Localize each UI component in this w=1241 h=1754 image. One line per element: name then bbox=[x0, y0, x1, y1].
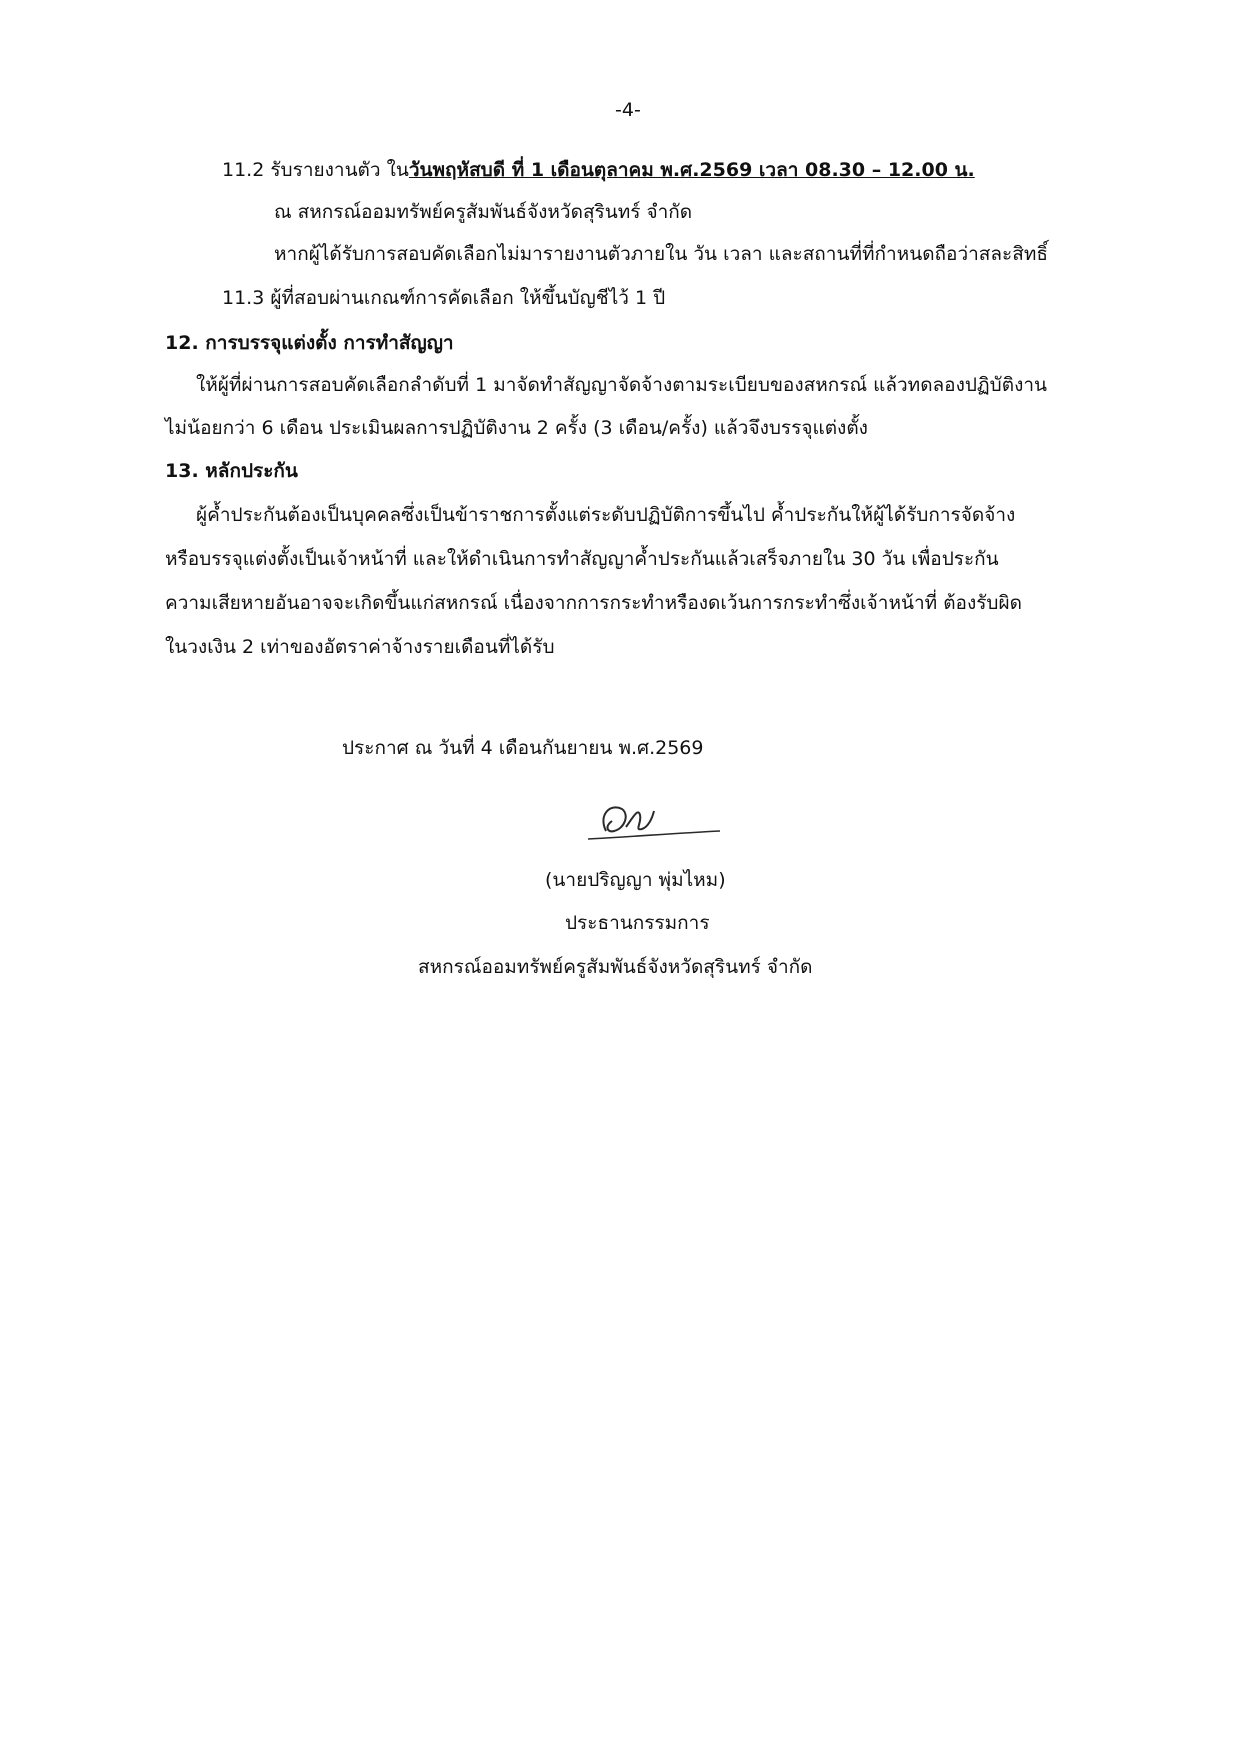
signatory-position: ประธานกรรมการ bbox=[565, 912, 710, 934]
item-11-2-line-1 bbox=[222, 158, 975, 183]
page-number: -4- bbox=[615, 99, 641, 121]
signature-image bbox=[568, 793, 728, 853]
item-11-2-prefix: 11.2 รับรายงานตัว ใน bbox=[222, 159, 409, 181]
section-12-line-2: ไม่น้อยกว่า 6 เดือน ประเมินผลการปฏิบัติงาน 2 ครั้ง (3 เดือน/ครั้ง) แล้วจึงบรรจุแต่งตั้ง bbox=[165, 417, 868, 439]
section-12-line-1: ให้ผู้ที่ผ่านการสอบคัดเลือกลำดับที่ 1 มาจัดทำสัญญาจัดจ้างตามระเบียบของสหกรณ์ แล้วทดลองปฏิบัติงาน bbox=[196, 374, 1048, 396]
signatory-name: (นายปริญญา พุ่มไหม) bbox=[545, 869, 726, 891]
section-13-heading: 13. หลักประกัน bbox=[165, 460, 298, 482]
item-11-2-line-2: ณ สหกรณ์ออมทรัพย์ครูสัมพันธ์จังหวัดสุรินทร์ จำกัด bbox=[274, 201, 693, 223]
announcement-date: ประกาศ ณ วันที่ 4 เดือนกันยายน พ.ศ.2569 bbox=[342, 737, 704, 759]
section-13-line-4: ในวงเงิน 2 เท่าของอัตราค่าจ้างรายเดือนที่ได้รับ bbox=[165, 636, 555, 658]
item-11-3: 11.3 ผู้ที่สอบผ่านเกณฑ์การคัดเลือก ให้ขึ้นบัญชีไว้ 1 ปี bbox=[222, 287, 666, 309]
section-13-line-1: ผู้ค้ำประกันต้องเป็นบุคคลซึ่งเป็นข้าราชการตั้งแต่ระดับปฏิบัติการขึ้นไป ค้ำประกันให้ผู้ได้รับการจัดจ้าง bbox=[196, 504, 1016, 526]
item-11-2-line-3: หากผู้ได้รับการสอบคัดเลือกไม่มารายงานตัวภายใน วัน เวลา และสถานที่ที่กำหนดถือว่าสละสิทธิ์ bbox=[274, 243, 1048, 265]
signatory-organization: สหกรณ์ออมทรัพย์ครูสัมพันธ์จังหวัดสุรินทร์ จำกัด bbox=[418, 956, 813, 978]
section-12-heading: 12. การบรรจุแต่งตั้ง การทำสัญญา bbox=[165, 332, 454, 354]
report-date-emphasis: วันพฤหัสบดี ที่ 1 เดือนตุลาคม พ.ศ.2569 เวลา 08.30 – 12.00 น. bbox=[408, 159, 975, 181]
section-13-line-2: หรือบรรจุแต่งตั้งเป็นเจ้าหน้าที่ และให้ดำเนินการทำสัญญาค้ำประกันแล้วเสร็จภายใน 30 วัน เพื่อประกัน bbox=[165, 548, 999, 570]
section-13-line-3: ความเสียหายอันอาจจะเกิดขึ้นแก่สหกรณ์ เนื่องจากการกระทำหรืองดเว้นการกระทำซึ่งเจ้าหน้าที่ ต้องรับผิด bbox=[165, 592, 1022, 614]
